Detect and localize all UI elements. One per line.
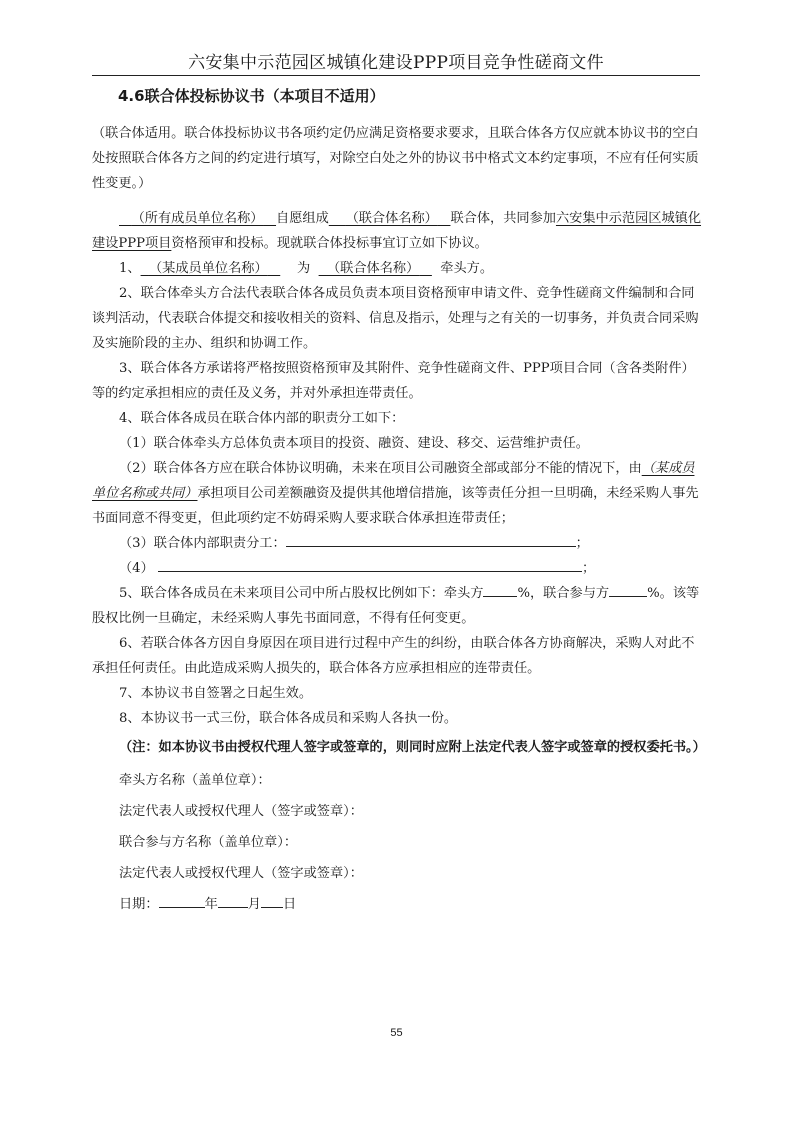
opening-text-2: 联合体，共同参加	[450, 211, 556, 226]
lead-member-placeholder[interactable]: （某成员单位名称）	[148, 261, 268, 276]
consortium-placeholder[interactable]: （联合体名称）	[345, 211, 438, 226]
opening-paragraph	[92, 206, 704, 256]
month-blank[interactable]	[218, 893, 248, 908]
section-title: 4.6联合体投标协议书（本项目不适用）	[118, 87, 385, 105]
clause-1: 1、 （某成员单位名称） 为 （联合体名称） 牵头方。	[119, 261, 494, 276]
clause-4-item-1: （1）联合体牵头方总体负责本项目的投资、融资、建设、移交、运营维护责任。	[119, 436, 589, 451]
clause-4-item-3: （3）联合体内部职责分工： ；	[92, 531, 704, 556]
lead-rep-line: 法定代表人或授权代理人（签字或签章）：	[119, 804, 363, 819]
lead-share-blank[interactable]	[483, 582, 517, 597]
page-number: 55	[390, 1027, 403, 1039]
financing-party-placeholder[interactable]: （某成员单位名称或共同）	[92, 461, 695, 501]
clause-5: 5、联合体各成员在未来项目公司中所占股权比例如下：牵头方 %，联合参与方 %。该等股权比例一旦确定，未经采购人事先书面同意，不得有任何变更。	[92, 581, 704, 631]
project-name: 六安集中示范园区城镇化建设PPP项目	[92, 211, 702, 251]
clause-3: 3、联合体各方承诺将严格按照资格预审及其附件、竞争性磋商文件、PPP项目合同（含各类附件）等的约定承担相应的责任及义务，并对外承担连带责任。	[92, 361, 695, 401]
clause-7: 7、本协议书自签署之日起生效。	[119, 686, 313, 701]
clause-4-item-2: （2）联合体各方应在联合体协议明确，未来在项目公司融资全部或部分不能的情况下，由（某成员单位名称或共同）承担项目公司差额融资及提供其他增信措施，该等责任分担一旦明确，未经采购人事先书面同意不得变更，但此项约定不妨碍采购人要求联合体承担连带责任；	[92, 461, 699, 526]
partner-name-line: 联合参与方名称（盖单位章）：	[119, 835, 298, 850]
lead-consortium-placeholder[interactable]: （联合体名称）	[326, 261, 420, 276]
page-header-title: 六安集中示范园区城镇化建设PPP项目竞争性磋商文件	[188, 53, 604, 73]
authorization-note: （注：如本协议书由授权代理人签字或签章的，则同时应附上法定代表人签字或签章的授权委托书。）	[119, 740, 706, 755]
clause-4-item-4: （4） ；	[92, 556, 704, 581]
year-blank[interactable]	[159, 893, 205, 908]
partner-share-blank[interactable]	[609, 582, 647, 597]
date-line: 日期： 年 月 日	[92, 892, 704, 917]
clause-2: 2、联合体牵头方合法代表联合体各成员负责本项目资格预审申请文件、竞争性磋商文件编制和合同谈判活动，代表联合体提交和接收相关的资料、信息及指示，处理与之有关的一切事务，并负责合同采购及实施阶段的主办、组织和协调工作。	[92, 286, 699, 351]
clause-8: 8、本协议书一式三份，联合体各成员和采购人各执一份。	[119, 711, 458, 726]
duty-division-blank-3[interactable]	[286, 532, 576, 547]
opening-text-1: 自愿组成	[276, 211, 329, 226]
members-placeholder[interactable]: （所有成员单位名称）	[131, 211, 264, 226]
intro-paragraph: （联合体适用。联合体投标协议书各项约定仍应满足资格要求要求，且联合体各方仅应就本协议书的空白处按照联合体各方之间的约定进行填写，对除空白处之外的协议书中格式文本约定事项，不应有任何实质性变更。）	[92, 126, 699, 191]
clause-4: 4、联合体各成员在联合体内部的职责分工如下：	[119, 411, 405, 426]
clause-6: 6、若联合体各方因自身原因在项目进行过程中产生的纠纷，由联合体各方协商解决，采购人对此不承担任何责任。由此造成采购人损失的，联合体各方应承担相应的连带责任。	[92, 636, 695, 676]
partner-rep-line: 法定代表人或授权代理人（签字或签章）：	[119, 866, 363, 881]
day-blank[interactable]	[261, 893, 283, 908]
header-divider	[92, 75, 700, 76]
duty-division-blank-4[interactable]	[158, 557, 582, 572]
opening-text-3: 资格预审和投标。现就联合体投标事宜订立如下协议。	[171, 236, 488, 251]
lead-name-line: 牵头方名称（盖单位章）：	[119, 773, 271, 788]
document-body	[92, 121, 704, 917]
